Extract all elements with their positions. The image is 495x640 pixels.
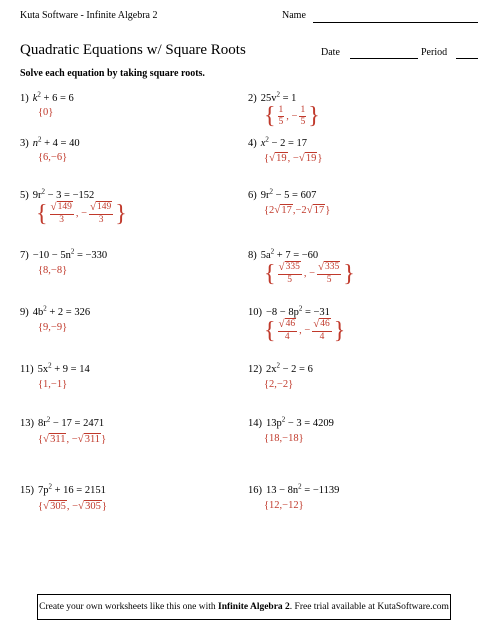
exponent: 2	[298, 482, 302, 491]
problem-number: 16)	[248, 485, 262, 496]
software-name: Kuta Software - Infinite Algebra 2	[20, 10, 158, 21]
answer-6: { 2 √ 17 , −2 √ 17 }	[264, 204, 331, 216]
answer-denominator: 5	[278, 116, 284, 127]
problem-rest: + 6 = 6	[40, 93, 74, 104]
answer-radicand: 19	[305, 153, 317, 164]
problem-7	[20, 247, 108, 261]
answer-denominator: 5	[287, 275, 293, 285]
answer-1: { 0 }	[38, 107, 54, 118]
problem-9	[20, 304, 91, 318]
answer-radicand: 311	[50, 434, 66, 445]
problem-number: 1)	[20, 93, 29, 104]
period-label: Period	[421, 47, 448, 58]
answer-7: { 8 , −8 }	[38, 265, 68, 276]
problem-rest: − 3 = −152	[45, 190, 95, 201]
problem-10	[248, 304, 330, 318]
answer-value: 0	[43, 107, 49, 118]
problem-variable: 7p	[38, 485, 49, 496]
problem-rest: − 2 = 17	[268, 138, 308, 149]
answer-16: { 12 , −12 }	[264, 500, 304, 511]
problem-variable: n	[32, 138, 38, 149]
problem-number: 13)	[20, 418, 34, 429]
exponent: 2	[281, 415, 286, 424]
problem-rest: − 2 = 6	[280, 364, 313, 375]
answer-value: 18	[269, 433, 280, 444]
problem-rest: = 1	[280, 93, 297, 104]
problem-16	[248, 482, 340, 496]
problem-number: 5)	[20, 190, 29, 201]
problem-number: 8)	[248, 250, 257, 261]
exponent: 2	[48, 482, 52, 491]
answer-radicand: 305	[85, 501, 101, 512]
answer-value: 6	[43, 152, 49, 163]
problem-rest: + 4 = 40	[41, 138, 80, 149]
exponent: 2	[265, 135, 269, 144]
exponent: 2	[70, 247, 75, 256]
problem-number: 14)	[248, 418, 262, 429]
problem-12	[248, 361, 313, 375]
footer-product: Infinite Algebra 2	[218, 602, 290, 612]
answer-value: −6	[50, 152, 63, 163]
answer-value: −12	[282, 500, 299, 511]
footer-box	[37, 594, 451, 620]
problem-1	[20, 90, 74, 104]
answer-value: 1	[43, 379, 49, 390]
answer-value: 2	[269, 379, 275, 390]
answer-radicand: 17	[313, 205, 325, 216]
answer-radicand: 335	[325, 262, 340, 272]
problem-number: 4)	[248, 138, 257, 149]
name-label: Name	[282, 10, 306, 21]
answer-coefficient: −2	[295, 204, 307, 216]
answer-value: −2	[276, 379, 289, 390]
problem-variable: −8 − 8p	[266, 307, 299, 318]
problem-number: 12)	[248, 364, 262, 375]
exponent: 2	[37, 90, 41, 99]
problem-rest: − 17 = 2471	[50, 418, 105, 429]
date-line	[350, 58, 418, 59]
answer-9: { 9 , −9 }	[38, 322, 68, 333]
period-line	[456, 58, 478, 59]
answer-radicand: 46	[285, 319, 296, 329]
answer-15: { √ 305 , − √ 305 }	[38, 500, 107, 512]
exponent: 2	[276, 361, 280, 370]
problem-rest: + 9 = 14	[51, 364, 90, 375]
answer-value: −9	[50, 322, 63, 333]
answer-radicand: 149	[57, 202, 72, 212]
answer-denominator: 4	[319, 332, 325, 342]
answer-denominator: 3	[98, 215, 104, 225]
problem-number: 2)	[248, 93, 257, 104]
answer-numerator: 1	[278, 104, 284, 115]
problem-rest: − 5 = 607	[273, 190, 317, 201]
exponent: 2	[41, 187, 45, 196]
answer-3: { 6 , −6 }	[38, 152, 68, 163]
exponent: 2	[269, 187, 273, 196]
answer-radicand: 17	[281, 205, 292, 216]
exponent: 2	[43, 304, 47, 313]
problem-variable: 8r	[38, 418, 47, 429]
problem-variable: 9r	[32, 190, 42, 201]
answer-denominator: 3	[59, 215, 65, 225]
exponent: 2	[48, 361, 52, 370]
problem-rest: = −330	[74, 250, 108, 261]
problem-4	[248, 135, 308, 149]
answer-2: { $\frac{1}{5}$ , − $\frac{1}{5}$ }	[264, 103, 320, 129]
problem-number: 6)	[248, 190, 257, 201]
problem-rest: = −1139	[301, 485, 340, 496]
problem-variable: 9r	[260, 190, 270, 201]
problem-number: 11)	[20, 364, 34, 375]
answer-radicand: 335	[285, 262, 300, 272]
problem-rest: + 16 = 2151	[52, 485, 106, 496]
answer-radicand: 19	[276, 153, 287, 164]
answer-13: { √ 311 , − √ 311 }	[38, 433, 107, 445]
footer-text: Create your own worksheets like this one with	[39, 602, 216, 612]
problem-6	[248, 187, 317, 201]
answer-5: { √ 149 3 , − √ 149 3 }	[36, 200, 127, 227]
answer-numerator: 1	[300, 104, 306, 115]
problem-rest: + 2 = 326	[46, 307, 91, 318]
problem-rest: + 7 = −60	[274, 250, 319, 261]
footer-text-end: . Free trial available at KutaSoftware.com	[289, 602, 449, 612]
answer-12: { 2 , −2 }	[264, 379, 294, 390]
exponent: 2	[270, 247, 275, 256]
problem-variable: 13 − 8n	[266, 485, 299, 496]
problem-variable: 2x	[266, 364, 277, 375]
problem-number: 10)	[248, 307, 262, 318]
problem-number: 15)	[20, 485, 34, 496]
answer-denominator: 4	[284, 332, 290, 342]
problem-5	[20, 187, 95, 201]
answer-11: { 1 , −1 }	[38, 379, 68, 390]
instructions: Solve each equation by taking square roots.	[20, 68, 205, 79]
answer-value: 8	[43, 265, 49, 276]
exponent: 2	[38, 135, 42, 144]
answer-value: −18	[282, 433, 299, 444]
answer-value: 12	[269, 500, 280, 511]
problem-number: 9)	[20, 307, 29, 318]
problem-variable: −10 − 5n	[32, 250, 71, 261]
problem-variable: 4b	[32, 307, 44, 318]
exponent: 2	[46, 415, 51, 424]
answer-14: { 18 , −18 }	[264, 433, 304, 444]
problem-variable: 13p	[266, 418, 282, 429]
answer-denominator: 5	[326, 275, 332, 285]
problem-variable: k	[32, 93, 38, 104]
name-line	[313, 22, 478, 23]
answer-value: −1	[50, 379, 63, 390]
answer-coefficient: 2	[269, 204, 275, 216]
problem-11	[20, 361, 90, 375]
answer-10: { √ 46 4 , − √ 46 4 }	[264, 317, 346, 344]
problem-15	[20, 482, 106, 496]
answer-value: 9	[43, 322, 49, 333]
answer-radicand: 311	[84, 434, 101, 445]
problem-variable: 5x	[37, 364, 49, 375]
problem-8	[248, 247, 319, 261]
problem-number: 7)	[20, 250, 29, 261]
answer-4: { √ 19 , − √ 19 }	[264, 152, 323, 164]
worksheet-title: Quadratic Equations w/ Square Roots	[20, 42, 246, 58]
answer-8: { √ 335 5 , − √ 335 5 }	[264, 260, 355, 287]
exponent: 2	[276, 90, 280, 99]
answer-value: −8	[50, 265, 63, 276]
problem-variable: x	[260, 138, 266, 149]
date-label: Date	[321, 47, 340, 58]
answer-radicand: 149	[97, 202, 112, 212]
answer-radicand: 305	[50, 501, 66, 512]
exponent: 2	[298, 304, 303, 313]
problem-13	[20, 415, 105, 429]
problem-variable: 5a	[260, 250, 271, 261]
problem-rest: = −31	[302, 307, 330, 318]
problem-number: 3)	[20, 138, 29, 149]
answer-denominator: 5	[300, 116, 306, 127]
problem-rest: − 3 = 4209	[285, 418, 334, 429]
problem-3	[20, 135, 80, 149]
problem-14	[248, 415, 334, 429]
answer-radicand: 46	[320, 319, 330, 329]
problem-variable: 25v	[260, 93, 277, 104]
